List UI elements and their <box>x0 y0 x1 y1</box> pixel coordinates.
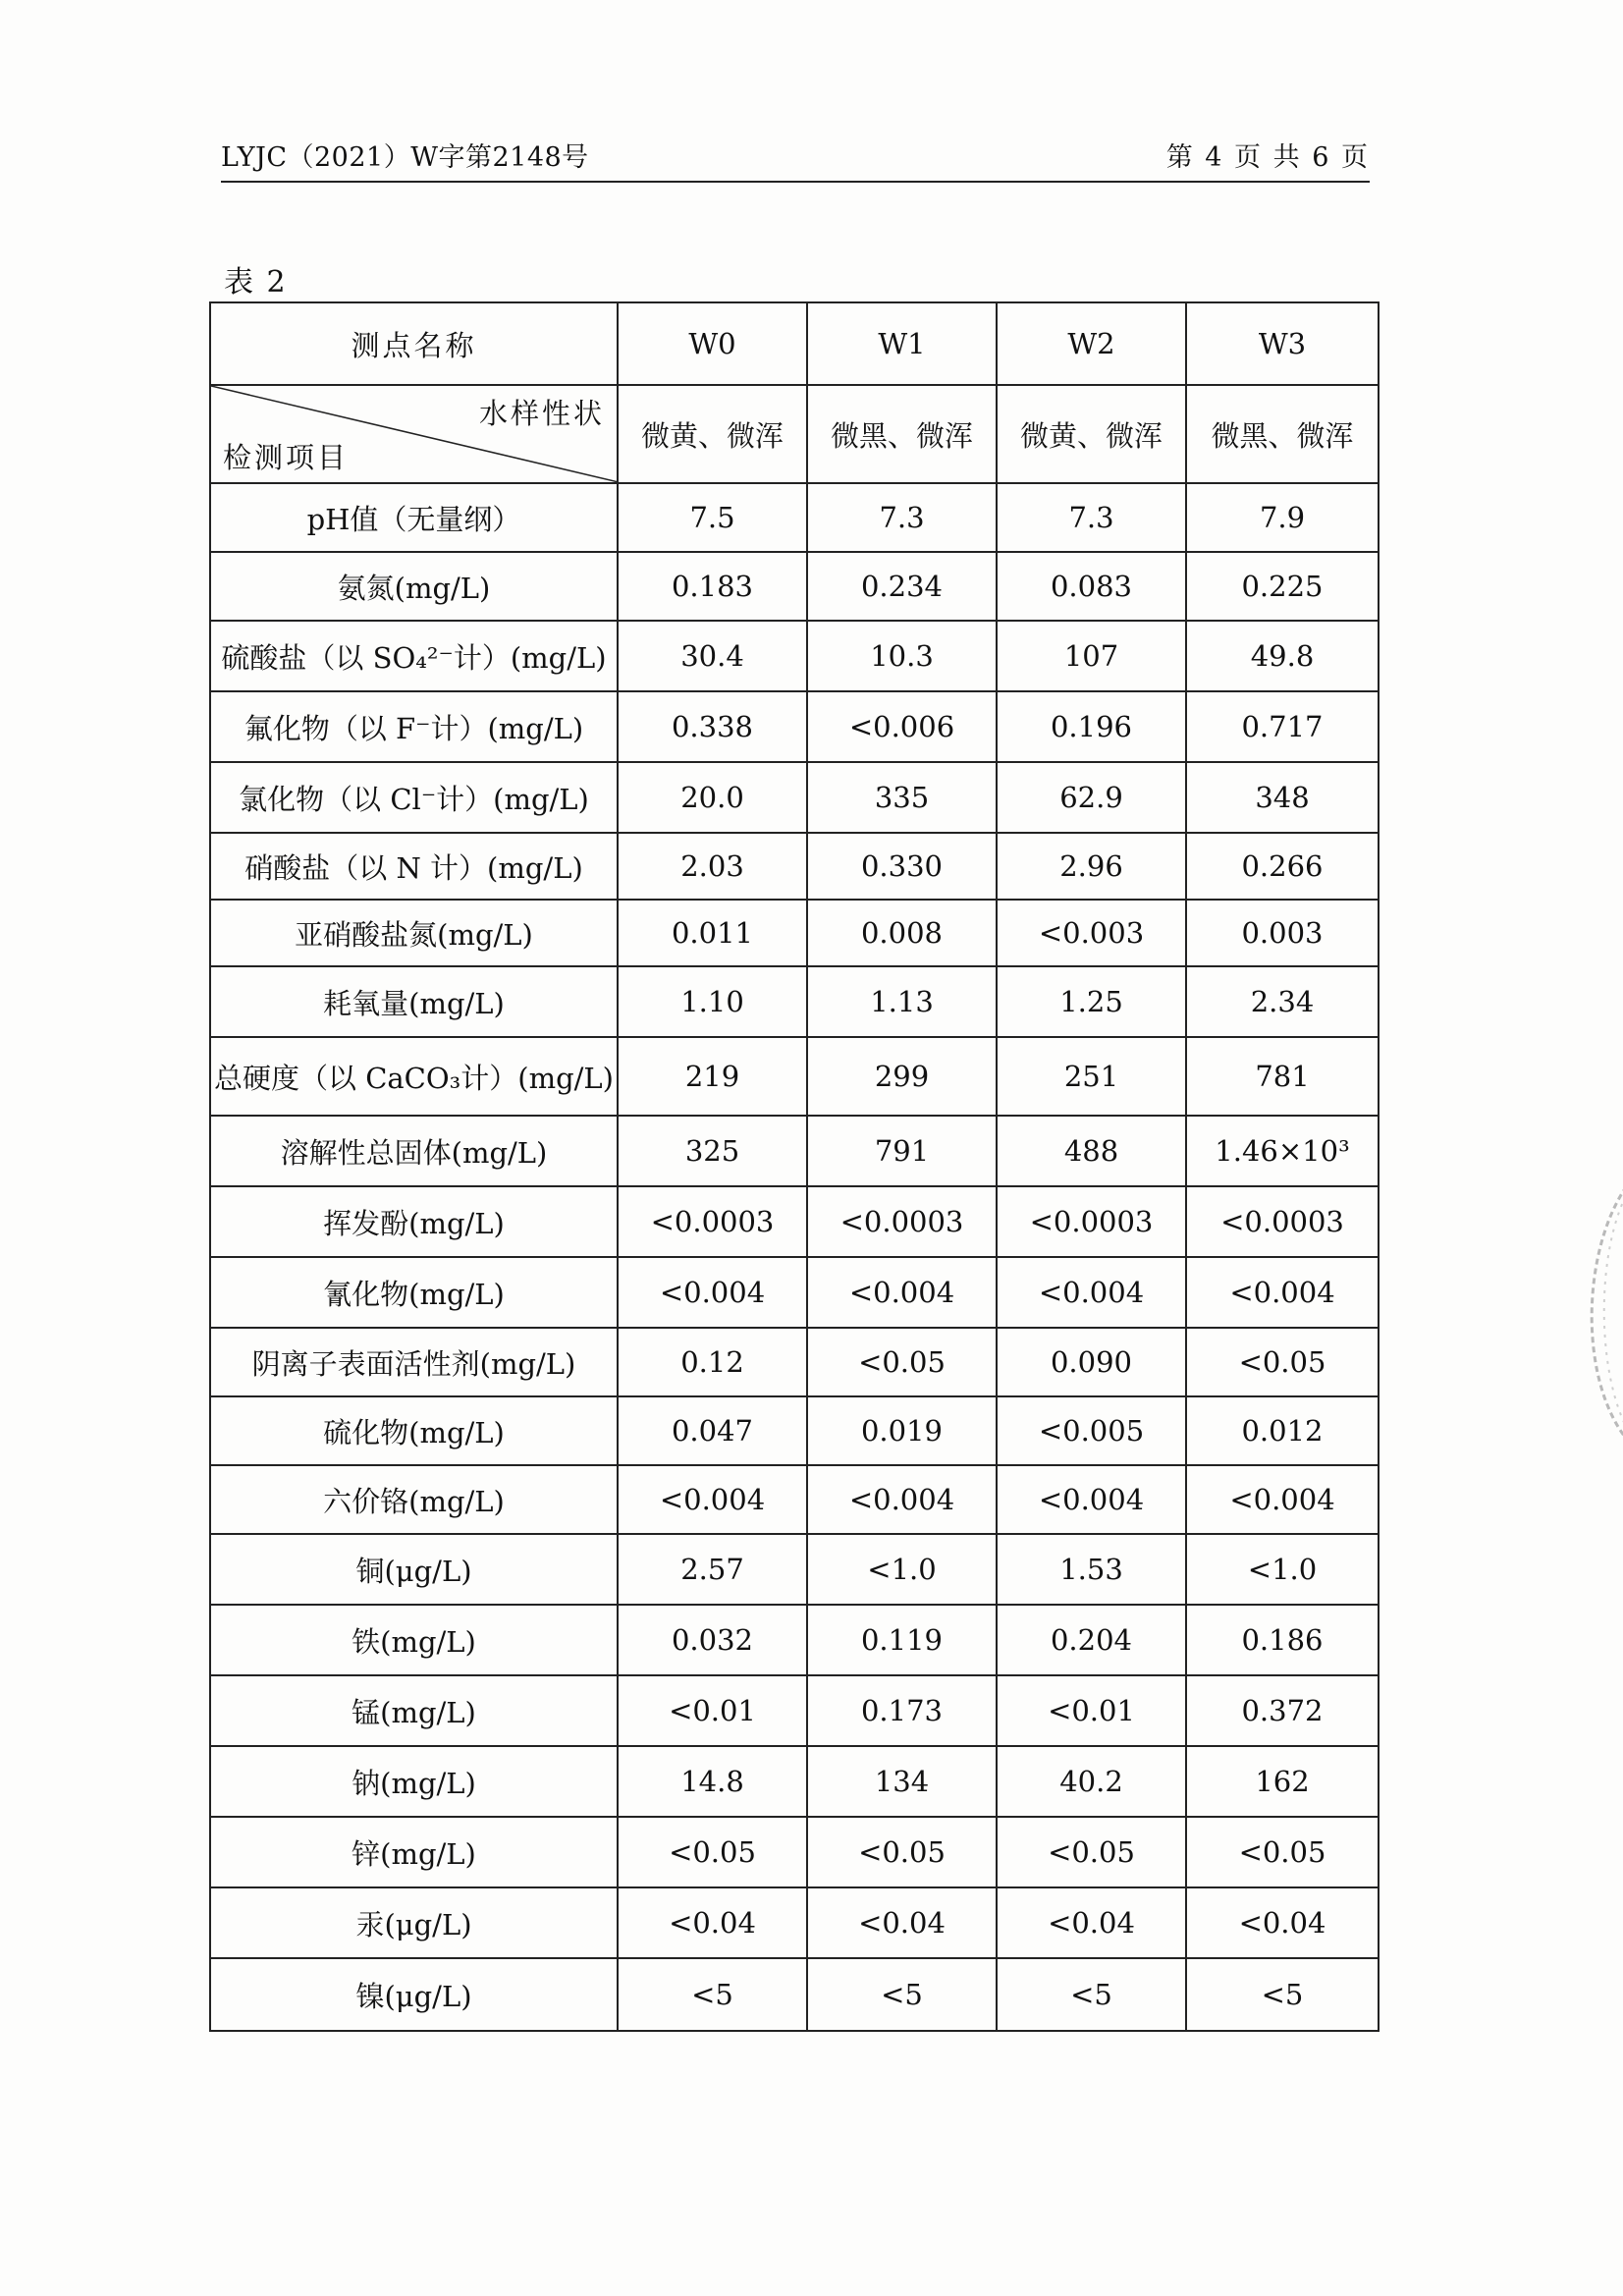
table-row <box>210 1328 1379 1396</box>
test-item-name: 镍(μg/L) <box>210 1958 618 2031</box>
result-value: 0.266 <box>1186 833 1379 900</box>
test-item-name: 锰(mg/L) <box>210 1675 618 1746</box>
result-value: <0.05 <box>1186 1817 1379 1887</box>
result-value: <0.004 <box>1186 1465 1379 1534</box>
result-value: 2.34 <box>1186 966 1379 1037</box>
page-indicator: 第 4 页 共 6 页 <box>1165 142 1370 173</box>
table-row <box>210 1817 1379 1887</box>
document-number: LYJC（2021）W字第2148号 <box>221 142 589 173</box>
test-item-name: 氨氮(mg/L) <box>210 552 618 621</box>
result-value: 0.012 <box>1186 1396 1379 1465</box>
result-value: 0.090 <box>997 1328 1186 1396</box>
site-header: W2 <box>997 302 1186 385</box>
result-value: <0.01 <box>618 1675 807 1746</box>
result-value: 0.338 <box>618 691 807 762</box>
result-value: <5 <box>997 1958 1186 2031</box>
test-item-name: 氟化物（以 F⁻计）(mg/L) <box>210 691 618 762</box>
result-value: 0.083 <box>997 552 1186 621</box>
appearance-cell: 微黑、微浑 <box>1186 385 1379 483</box>
table-caption: 表 2 <box>224 265 288 300</box>
result-value: <0.05 <box>1186 1328 1379 1396</box>
table-row <box>210 1746 1379 1817</box>
result-value: 0.011 <box>618 900 807 966</box>
appearance-cell: 微黄、微浑 <box>997 385 1186 483</box>
result-value: 0.204 <box>997 1605 1186 1675</box>
page-header <box>221 132 1370 183</box>
result-value: 2.96 <box>997 833 1186 900</box>
result-value: 1.10 <box>618 966 807 1037</box>
appearance-cell: 微黑、微浑 <box>807 385 997 483</box>
result-value: <0.003 <box>997 900 1186 966</box>
table-row <box>210 552 1379 621</box>
test-item-name: 总硬度（以 CaCO₃计）(mg/L) <box>210 1037 618 1116</box>
result-value: <0.04 <box>807 1887 997 1958</box>
table-row <box>210 1037 1379 1116</box>
result-value: 7.3 <box>807 483 997 552</box>
table-row <box>210 621 1379 691</box>
result-value: 30.4 <box>618 621 807 691</box>
result-value: <0.004 <box>807 1465 997 1534</box>
test-item-name: 六价铬(mg/L) <box>210 1465 618 1534</box>
site-header: W0 <box>618 302 807 385</box>
result-value: 0.019 <box>807 1396 997 1465</box>
test-item-name: 阴离子表面活性剂(mg/L) <box>210 1328 618 1396</box>
test-item-name: 氯化物（以 Cl⁻计）(mg/L) <box>210 762 618 833</box>
test-item-name: 硝酸盐（以 N 计）(mg/L) <box>210 833 618 900</box>
result-value: <0.004 <box>807 1257 997 1328</box>
result-value: <1.0 <box>1186 1534 1379 1605</box>
result-value: 40.2 <box>997 1746 1186 1817</box>
table-row <box>210 1257 1379 1328</box>
result-value: 348 <box>1186 762 1379 833</box>
table-row <box>210 691 1379 762</box>
result-value: 0.12 <box>618 1328 807 1396</box>
result-value: <0.005 <box>997 1396 1186 1465</box>
test-item-name: pH值（无量纲） <box>210 483 618 552</box>
result-value: <0.05 <box>618 1817 807 1887</box>
result-value: <0.004 <box>997 1465 1186 1534</box>
test-item-name: 钠(mg/L) <box>210 1746 618 1817</box>
table-row <box>210 1186 1379 1257</box>
result-value: <5 <box>618 1958 807 2031</box>
test-item-name: 耗氧量(mg/L) <box>210 966 618 1037</box>
result-value: 0.717 <box>1186 691 1379 762</box>
diag-top-label: 水样性状 <box>478 397 605 430</box>
result-value: 1.46×10³ <box>1186 1116 1379 1186</box>
result-value: 0.225 <box>1186 552 1379 621</box>
result-value: 0.234 <box>807 552 997 621</box>
table-row <box>210 1116 1379 1186</box>
table-row <box>210 900 1379 966</box>
result-value: 162 <box>1186 1746 1379 1817</box>
result-value: <1.0 <box>807 1534 997 1605</box>
test-item-name: 溶解性总固体(mg/L) <box>210 1116 618 1186</box>
result-value: <0.004 <box>997 1257 1186 1328</box>
result-value: 0.183 <box>618 552 807 621</box>
result-value: 1.25 <box>997 966 1186 1037</box>
result-value: 62.9 <box>997 762 1186 833</box>
result-value: 219 <box>618 1037 807 1116</box>
result-value: 0.173 <box>807 1675 997 1746</box>
result-value: 7.3 <box>997 483 1186 552</box>
result-value: <0.0003 <box>1186 1186 1379 1257</box>
result-value: 1.13 <box>807 966 997 1037</box>
result-value: 299 <box>807 1037 997 1116</box>
table-row <box>210 1887 1379 1958</box>
result-value: 791 <box>807 1116 997 1186</box>
result-value: <0.04 <box>997 1887 1186 1958</box>
table-row <box>210 1605 1379 1675</box>
result-value: <0.05 <box>997 1817 1186 1887</box>
diagonal-header-cell <box>210 385 618 483</box>
station-header: 测点名称 <box>210 302 618 385</box>
result-value: 2.57 <box>618 1534 807 1605</box>
result-value: <5 <box>807 1958 997 2031</box>
result-value: <0.0003 <box>618 1186 807 1257</box>
result-value: <0.04 <box>618 1887 807 1958</box>
result-value: <0.006 <box>807 691 997 762</box>
result-value: 0.372 <box>1186 1675 1379 1746</box>
test-item-name: 汞(μg/L) <box>210 1887 618 1958</box>
result-value: <0.004 <box>1186 1257 1379 1328</box>
table-row <box>210 833 1379 900</box>
result-value: 0.003 <box>1186 900 1379 966</box>
result-value: 0.330 <box>807 833 997 900</box>
header-row <box>210 302 1379 385</box>
result-value: 49.8 <box>1186 621 1379 691</box>
table-row <box>210 762 1379 833</box>
result-value: 0.032 <box>618 1605 807 1675</box>
test-item-name: 硫酸盐（以 SO₄²⁻计）(mg/L) <box>210 621 618 691</box>
result-value: <0.004 <box>618 1257 807 1328</box>
test-item-name: 铜(μg/L) <box>210 1534 618 1605</box>
site-header: W1 <box>807 302 997 385</box>
results-table <box>209 301 1380 2032</box>
result-value: 2.03 <box>618 833 807 900</box>
result-value: 335 <box>807 762 997 833</box>
result-value: 1.53 <box>997 1534 1186 1605</box>
result-value: <5 <box>1186 1958 1379 2031</box>
result-value: 0.119 <box>807 1605 997 1675</box>
result-value: 0.196 <box>997 691 1186 762</box>
result-value: 107 <box>997 621 1186 691</box>
table-row <box>210 1958 1379 2031</box>
appearance-row <box>210 385 1379 483</box>
test-item-name: 硫化物(mg/L) <box>210 1396 618 1465</box>
site-header: W3 <box>1186 302 1379 385</box>
result-value: 0.186 <box>1186 1605 1379 1675</box>
result-value: 325 <box>618 1116 807 1186</box>
result-value: <0.0003 <box>807 1186 997 1257</box>
result-value: 781 <box>1186 1037 1379 1116</box>
result-value: <0.01 <box>997 1675 1186 1746</box>
result-value: <0.0003 <box>997 1186 1186 1257</box>
result-value: 10.3 <box>807 621 997 691</box>
table-row <box>210 483 1379 552</box>
table-row <box>210 1534 1379 1605</box>
result-value: 488 <box>997 1116 1186 1186</box>
test-item-name: 铁(mg/L) <box>210 1605 618 1675</box>
test-item-name: 挥发酚(mg/L) <box>210 1186 618 1257</box>
result-value: 0.047 <box>618 1396 807 1465</box>
result-value: 0.008 <box>807 900 997 966</box>
result-value: <0.04 <box>1186 1887 1379 1958</box>
test-item-name: 氰化物(mg/L) <box>210 1257 618 1328</box>
result-value: 7.9 <box>1186 483 1379 552</box>
result-value: 20.0 <box>618 762 807 833</box>
result-value: 7.5 <box>618 483 807 552</box>
result-value: <0.05 <box>807 1328 997 1396</box>
table-row <box>210 1465 1379 1534</box>
test-item-name: 锌(mg/L) <box>210 1817 618 1887</box>
result-value: 251 <box>997 1037 1186 1116</box>
result-value: 14.8 <box>618 1746 807 1817</box>
test-item-name: 亚硝酸盐氮(mg/L) <box>210 900 618 966</box>
result-value: <0.004 <box>618 1465 807 1534</box>
appearance-cell: 微黄、微浑 <box>618 385 807 483</box>
table-row <box>210 1396 1379 1465</box>
result-value: 134 <box>807 1746 997 1817</box>
table-row <box>210 1675 1379 1746</box>
diag-bottom-label: 检测项目 <box>223 441 350 474</box>
table-row <box>210 966 1379 1037</box>
result-value: <0.05 <box>807 1817 997 1887</box>
seal-stamp <box>1556 1149 1623 1473</box>
